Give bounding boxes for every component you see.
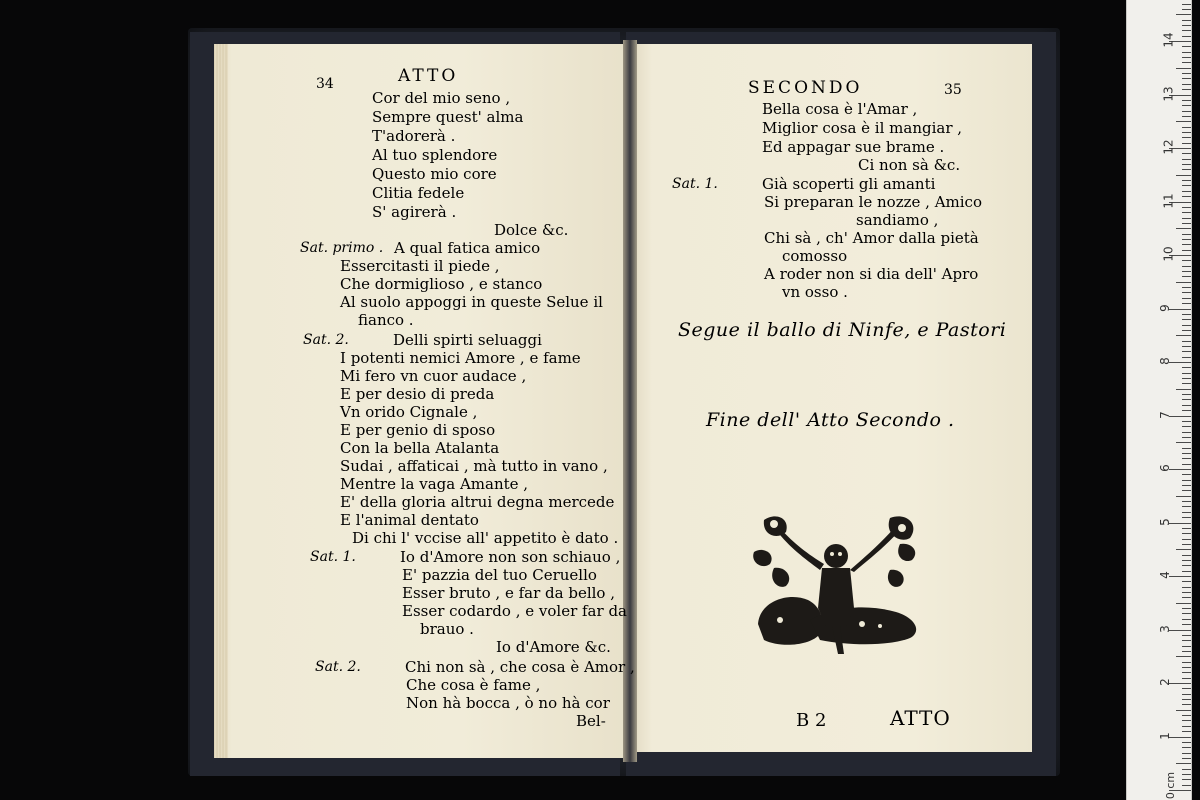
ruler-tick [1182, 432, 1191, 433]
ruler-number: 3 [1157, 624, 1172, 633]
ruler-tick [1182, 688, 1191, 689]
ruler-tick [1182, 485, 1191, 486]
ruler-tick [1169, 362, 1191, 363]
ruler-tick [1182, 662, 1191, 663]
ruler-tick [1182, 30, 1191, 31]
ruler-tick [1182, 57, 1191, 58]
ruler-tick [1182, 624, 1191, 625]
left-page-line: Delli spirti seluaggi [393, 331, 542, 349]
ruler-tick [1182, 426, 1191, 427]
ruler-tick [1182, 453, 1191, 454]
ruler-tick [1182, 46, 1191, 47]
ruler-tick [1182, 105, 1191, 106]
ruler-tick [1182, 341, 1191, 342]
ruler-tick [1182, 774, 1191, 775]
ruler-tick [1169, 416, 1191, 417]
left-page-number: 34 [316, 76, 334, 92]
ruler-tick [1176, 228, 1191, 229]
right-page-line: A roder non si dia dell' Apro [764, 265, 979, 283]
ruler-tick [1176, 603, 1191, 604]
ruler-tick [1169, 576, 1191, 577]
ballet-heading: Segue il ballo di Ninfe, e Pastori [678, 319, 1007, 341]
ruler-tick [1176, 496, 1191, 497]
ruler-tick [1182, 779, 1191, 780]
ruler-tick [1182, 36, 1191, 37]
ruler-tick [1182, 672, 1191, 673]
ruler-tick [1182, 330, 1191, 331]
ruler-tick [1182, 474, 1191, 475]
ruler-number: 11 [1161, 192, 1176, 209]
left-page-line: E l'animal dentato [340, 511, 479, 529]
left-page-line: E' pazzia del tuo Ceruello [402, 566, 597, 584]
ruler-tick [1176, 549, 1191, 550]
ruler-tick [1182, 448, 1191, 449]
ruler-number: 9 [1157, 303, 1172, 312]
ruler-tick [1169, 469, 1191, 470]
left-page-line: Essercitasti il piede , [340, 257, 500, 275]
ruler-tick [1182, 212, 1191, 213]
ruler-number: 1 [1157, 731, 1172, 740]
ruler-tick [1182, 20, 1191, 21]
ruler-tick [1182, 758, 1191, 759]
ruler-tick [1176, 282, 1191, 283]
ruler-tick [1182, 137, 1191, 138]
right-page-line: Miglior cosa è il mangiar , [762, 119, 963, 137]
ruler-tick [1182, 250, 1191, 251]
ruler-tick [1182, 223, 1191, 224]
woodcut-figure-head [824, 544, 848, 568]
right-page-line: Già scoperti gli amanti [762, 175, 936, 193]
ruler-tick [1182, 325, 1191, 326]
ruler-tick [1182, 244, 1191, 245]
measurement-ruler [1126, 0, 1192, 800]
ruler-tick [1182, 517, 1191, 518]
ruler-tick [1182, 100, 1191, 101]
left-page-line: Che cosa è fame , [406, 676, 541, 694]
ruler-tick [1182, 207, 1191, 208]
ruler-tick [1182, 73, 1191, 74]
ruler-tick [1182, 555, 1191, 556]
left-page-line: Al suolo appoggi in queste Selue il [340, 293, 603, 311]
ruler-tick [1182, 608, 1191, 609]
left-page-line: Esser bruto , e far da bello , [402, 584, 615, 602]
right-page-line: Ed appagar sue brame . [762, 138, 945, 156]
ruler-tick [1182, 292, 1191, 293]
left-page-speaker: Sat. 1. [310, 549, 356, 565]
ruler-tick [1182, 373, 1191, 374]
ruler-tick [1182, 646, 1191, 647]
ruler-number: 6 [1157, 464, 1172, 472]
left-page-line: Chi non sà , che cosa è Amor , [405, 658, 635, 676]
ruler-tick [1182, 303, 1191, 304]
ruler-tick [1182, 25, 1191, 26]
ruler-tick [1182, 742, 1191, 743]
ruler-tick [1182, 62, 1191, 63]
book-gutter [623, 40, 637, 762]
ruler-tick [1182, 528, 1191, 529]
ruler-tick [1182, 127, 1191, 128]
ruler-tick [1182, 464, 1191, 465]
ruler-tick [1182, 753, 1191, 754]
ruler-tick [1182, 298, 1191, 299]
left-page-line: fianco . [358, 311, 414, 329]
ruler-tick [1169, 683, 1191, 684]
ruler-tick [1169, 630, 1191, 631]
ruler-tick [1182, 421, 1191, 422]
ruler-tick [1182, 287, 1191, 288]
ruler-tick [1182, 539, 1191, 540]
left-page-line: Con la bella Atalanta [340, 439, 500, 457]
ruler-tick [1182, 191, 1191, 192]
catchword: ATTO [890, 706, 951, 730]
ruler-tick [1182, 640, 1191, 641]
left-page-line: Io d'Amore &c. [496, 638, 611, 656]
right-page-line: Chi sà , ch' Amor dalla pietà [764, 229, 979, 247]
ruler-tick [1182, 169, 1191, 170]
ruler-tick [1182, 159, 1191, 160]
ruler-unit: 0 cm [1164, 771, 1178, 800]
left-page-line: Al tuo splendore [372, 146, 498, 164]
left-page-line: Io d'Amore non son schiauo , [400, 548, 621, 566]
ruler-tick [1182, 196, 1191, 197]
right-page-line: Ci non sà &c. [858, 156, 961, 174]
ruler-tick [1182, 239, 1191, 240]
ruler-tick [1182, 351, 1191, 352]
ruler-tick [1182, 565, 1191, 566]
left-page-line: Di chi l' vccise all' appetito è dato . [352, 529, 619, 547]
ruler-tick [1176, 442, 1191, 443]
ruler-number: 7 [1157, 410, 1172, 419]
right-page-line: sandiamo , [856, 211, 939, 229]
ruler-tick [1182, 747, 1191, 748]
left-page-line: Non hà bocca , ò no hà cor [406, 694, 610, 712]
ruler-tick [1182, 319, 1191, 320]
ruler-tick [1182, 613, 1191, 614]
left-page-line: E' della gloria altrui degna mercede [340, 493, 615, 511]
left-running-head: ATTO [398, 66, 459, 86]
left-page-line: A qual fatica amico [394, 239, 541, 257]
ruler-tick [1182, 346, 1191, 347]
right-page-line: Si preparan le nozze , Amico [764, 193, 982, 211]
ruler-tick [1169, 737, 1191, 738]
ruler-tick [1176, 389, 1191, 390]
ruler-tick [1176, 175, 1191, 176]
ruler-tick [1182, 785, 1191, 786]
woodcut-figure-body [818, 568, 854, 626]
left-page-line: Esser codardo , e voler far da [402, 602, 627, 620]
ruler-tick [1182, 458, 1191, 459]
left-page-line: I potenti nemici Amore , e fame [340, 349, 581, 367]
ruler-tick [1182, 271, 1191, 272]
ruler-number: 12 [1161, 139, 1176, 155]
ruler-tick [1182, 132, 1191, 133]
ruler-tick [1182, 694, 1191, 695]
ruler-tick [1182, 405, 1191, 406]
ruler-number: 5 [1157, 517, 1172, 526]
ruler-tick [1182, 581, 1191, 582]
left-page-line: Dolce &c. [494, 221, 569, 239]
left-page-line: E per desio di preda [340, 385, 495, 403]
ruler-number: 4 [1157, 571, 1172, 579]
ruler-tick [1182, 357, 1191, 358]
ruler-number: 2 [1157, 678, 1172, 686]
finis-line: Fine dell' Atto Secondo . [706, 409, 955, 431]
ruler-tick [1182, 437, 1191, 438]
left-page-line: Sudai , affaticai , mà tutto in vano , [340, 457, 608, 475]
ruler-tick [1182, 506, 1191, 507]
ruler-tick [1182, 533, 1191, 534]
ruler-tick [1182, 490, 1191, 491]
left-page-speaker: Sat. 2. [315, 659, 361, 675]
left-page-line: S' agirerà . [372, 203, 457, 221]
ruler-tick [1182, 480, 1191, 481]
left-page-line: Che dormiglioso , e stanco [340, 275, 543, 293]
ruler-tick [1182, 699, 1191, 700]
ruler-tick [1182, 84, 1191, 85]
ruler-number: 13 [1161, 85, 1176, 102]
left-page-line: Questo mio core [372, 165, 497, 183]
left-page-line: Clitia fedele [372, 184, 465, 202]
ruler-tick [1182, 143, 1191, 144]
left-page-line: Bel- [576, 712, 606, 730]
ruler-tick [1176, 68, 1191, 69]
left-page-line: brauo . [420, 620, 474, 638]
ruler-tick [1176, 121, 1191, 122]
left-page-speaker: Sat. primo . [300, 240, 384, 256]
ruler-tick [1176, 763, 1191, 764]
right-page-line: vn osso . [782, 283, 848, 301]
ruler-tick [1182, 731, 1191, 732]
left-page-line: Cor del mio seno , [372, 89, 511, 107]
ruler-tick [1182, 544, 1191, 545]
ruler-tick [1182, 635, 1191, 636]
ruler-tick [1182, 153, 1191, 154]
ruler-tick [1182, 512, 1191, 513]
right-running-head: SECONDO [748, 78, 863, 98]
left-page-line: T'adorerà . [372, 127, 456, 145]
ruler-tick [1182, 560, 1191, 561]
ruler-tick [1182, 678, 1191, 679]
ruler-tick [1182, 185, 1191, 186]
ruler-tick [1182, 587, 1191, 588]
ruler-tick [1182, 367, 1191, 368]
ruler-tick [1182, 116, 1191, 117]
ruler-tick [1182, 394, 1191, 395]
ruler-tick [1182, 89, 1191, 90]
ruler-tick [1182, 52, 1191, 53]
ruler-tick [1176, 656, 1191, 657]
ruler-tick [1182, 383, 1191, 384]
ruler-number: 10 [1161, 246, 1176, 262]
ruler-tick [1182, 571, 1191, 572]
ruler-tick [1176, 14, 1191, 15]
ruler-tick [1182, 78, 1191, 79]
left-page-speaker: Sat. 2. [303, 332, 349, 348]
ruler-tick [1182, 218, 1191, 219]
ruler-tick [1182, 715, 1191, 716]
right-page-speaker: Sat. 1. [672, 176, 718, 192]
ruler-tick [1182, 597, 1191, 598]
ruler-tick [1176, 710, 1191, 711]
ruler-tick [1169, 523, 1191, 524]
ruler-number: 14 [1161, 32, 1176, 48]
ruler-tick [1182, 4, 1191, 5]
page-edges [214, 44, 228, 758]
right-page-line: Bella cosa è l'Amar , [762, 100, 918, 118]
ruler-tick [1169, 309, 1191, 310]
ruler-tick [1182, 314, 1191, 315]
ruler-tick [1182, 726, 1191, 727]
ruler-tick [1182, 619, 1191, 620]
ruler-tick [1182, 260, 1191, 261]
ruler-tick [1182, 266, 1191, 267]
ruler-tick [1182, 410, 1191, 411]
ruler-tick [1182, 592, 1191, 593]
ruler-tick [1182, 111, 1191, 112]
ruler-tick [1182, 9, 1191, 10]
left-page-line: Mi fero vn cuor audace , [340, 367, 527, 385]
left-page-line: Mentre la vaga Amante , [340, 475, 529, 493]
ruler-tick [1182, 651, 1191, 652]
left-page-line: E per genio di sposo [340, 421, 496, 439]
ruler-tick [1182, 378, 1191, 379]
ruler-tick [1182, 276, 1191, 277]
woodcut-ornament [750, 508, 926, 660]
ruler-tick [1182, 501, 1191, 502]
ruler-tick [1182, 164, 1191, 165]
ruler-tick [1182, 234, 1191, 235]
ruler-tick [1182, 769, 1191, 770]
ruler-tick [1182, 399, 1191, 400]
ruler-tick [1176, 335, 1191, 336]
ruler-tick [1182, 704, 1191, 705]
ruler-tick [1182, 720, 1191, 721]
ruler-tick [1182, 667, 1191, 668]
ruler-number: 8 [1157, 357, 1172, 365]
signature-mark: B 2 [796, 710, 827, 731]
left-page-line: Sempre quest' alma [372, 108, 524, 126]
right-page-number: 35 [944, 82, 962, 98]
ruler-tick [1182, 180, 1191, 181]
left-page-line: Vn orido Cignale , [340, 403, 478, 421]
right-page-line: comosso [782, 247, 848, 265]
